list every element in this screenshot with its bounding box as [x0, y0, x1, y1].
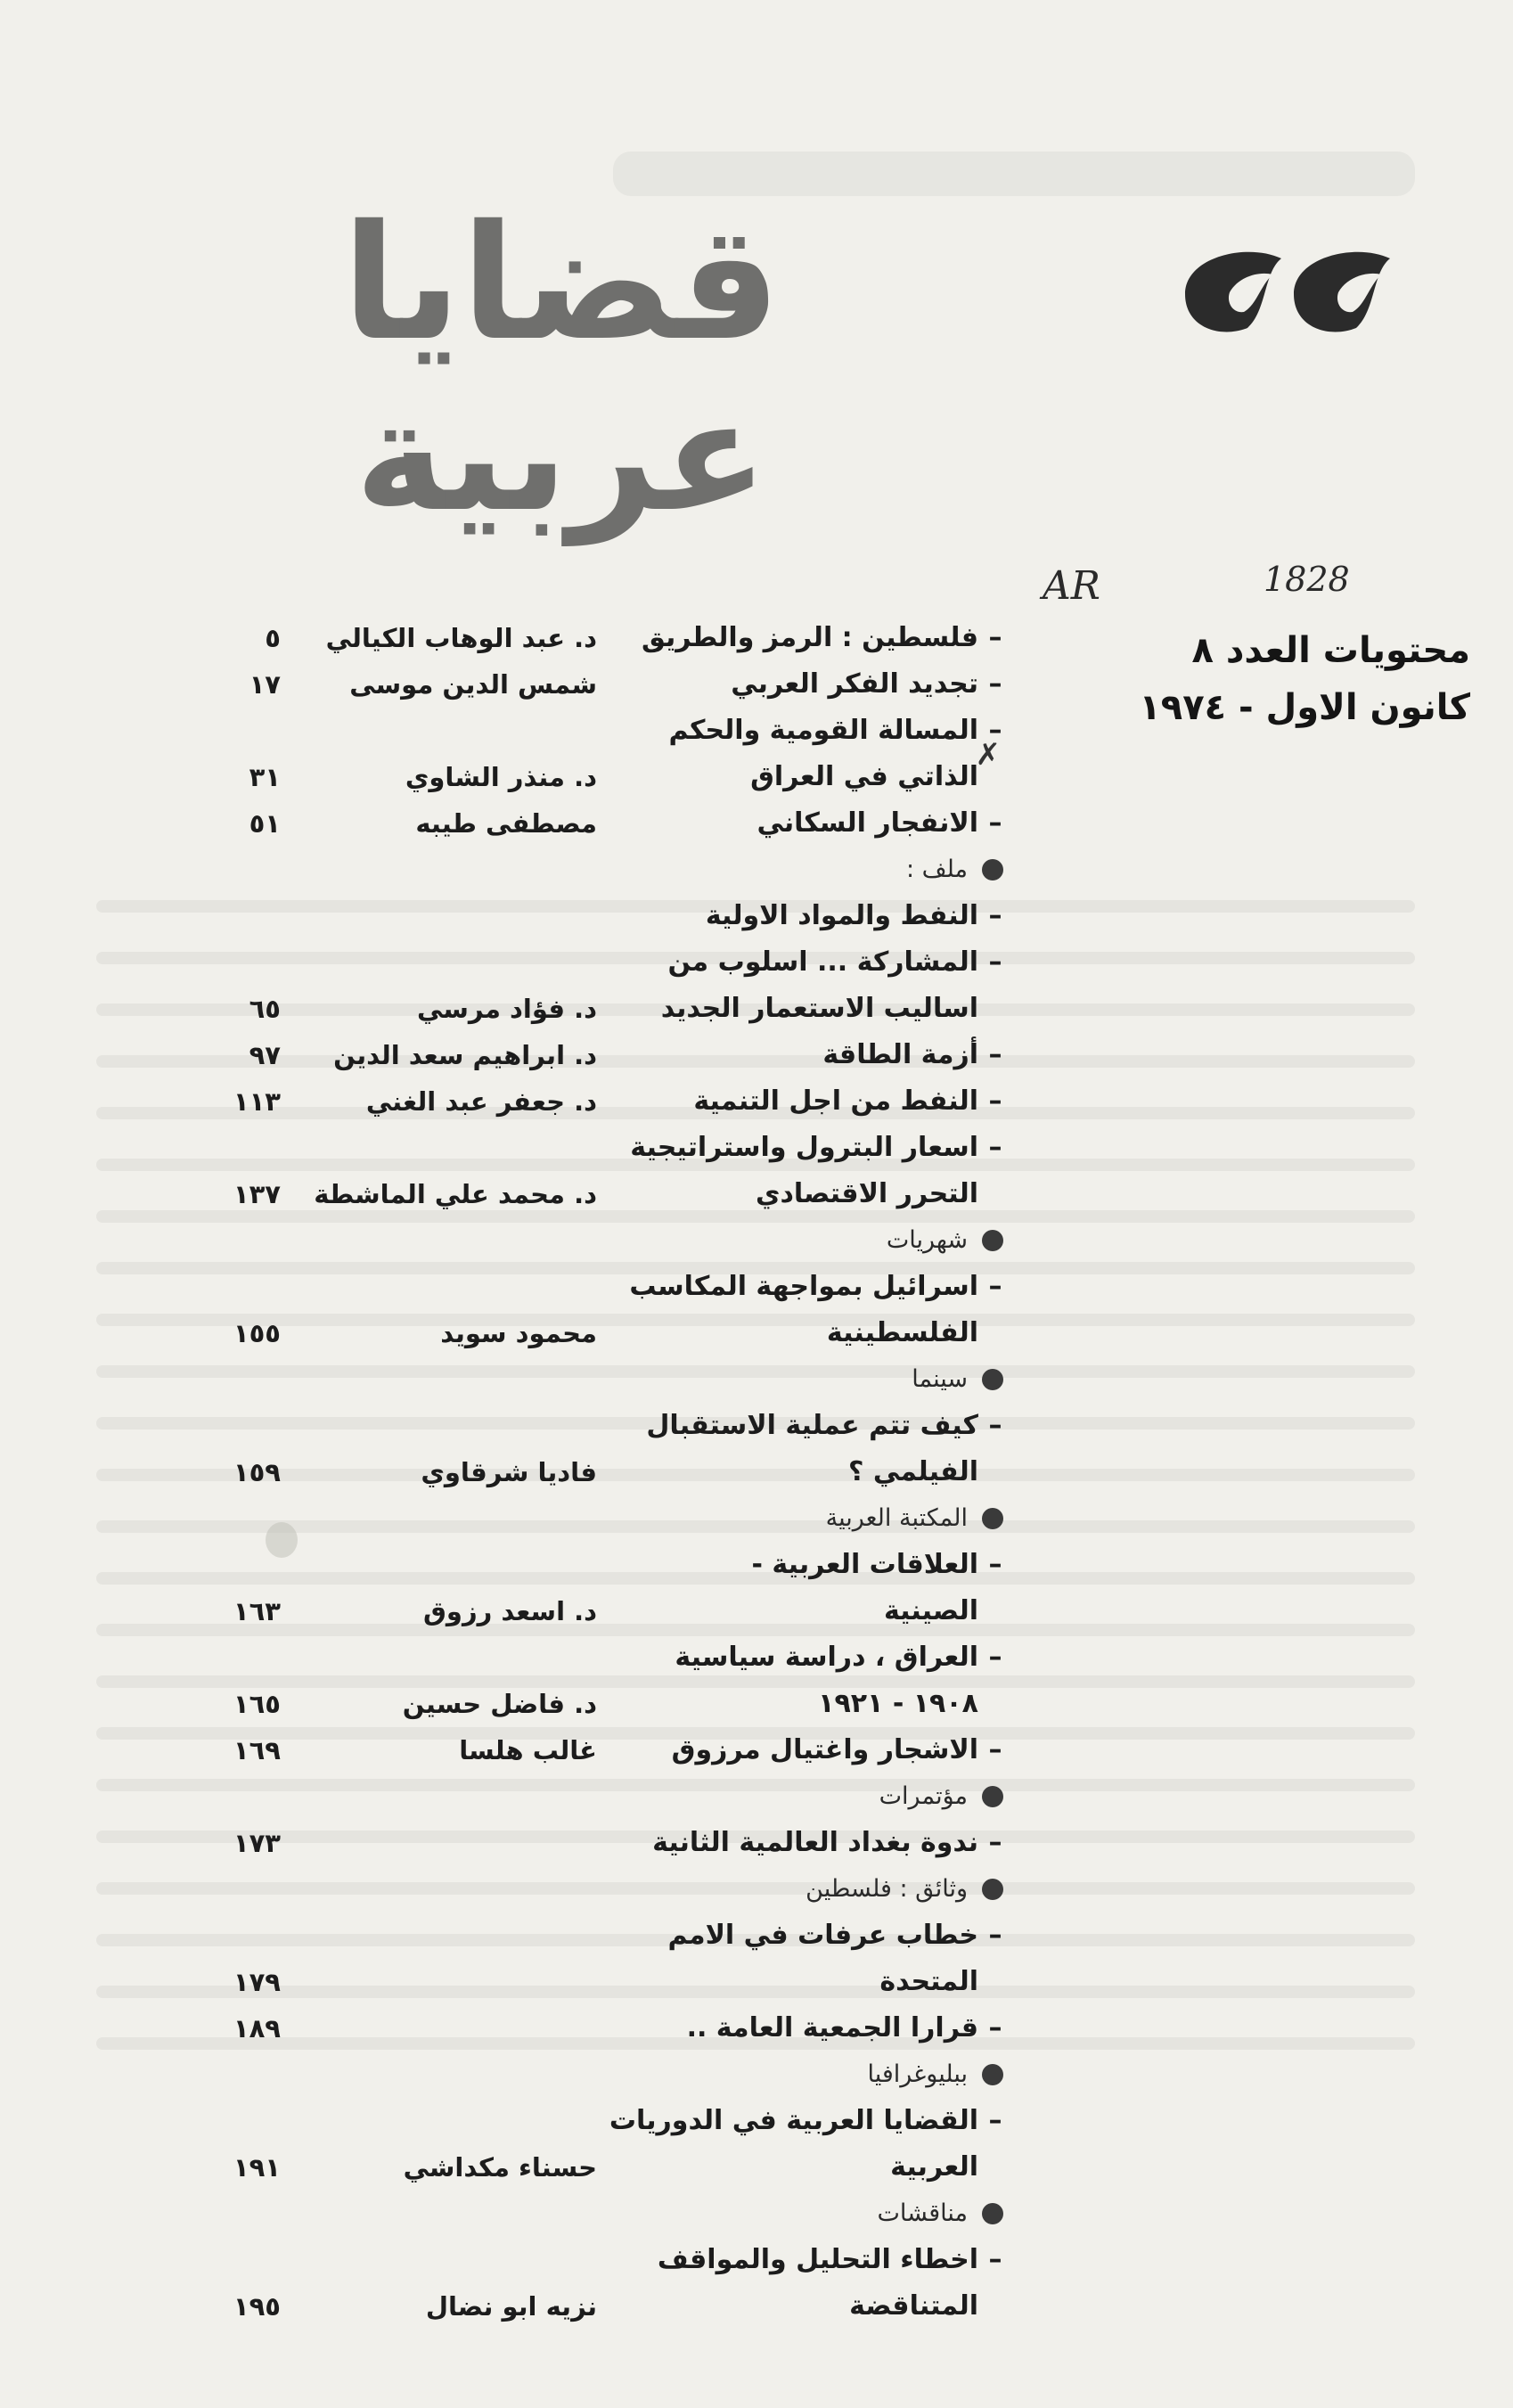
article-title: العراق ، دراسة سياسية — [675, 1642, 978, 1673]
toc-entry — [0, 1171, 1513, 1217]
article-title: التحرر الاقتصادي — [755, 1178, 978, 1209]
section-label: مناقشات — [877, 2199, 968, 2227]
page-number: ٩٧ — [249, 1040, 281, 1070]
entry-dash: – — [988, 1734, 1002, 1765]
toc-entry — [0, 1032, 1513, 1078]
article-title: اخطاء التحليل والمواقف — [657, 2244, 978, 2275]
entry-dash: – — [988, 622, 1002, 653]
article-author: د. فؤاد مرسي — [417, 994, 597, 1024]
toc-entry — [0, 1310, 1513, 1356]
table-of-contents — [0, 615, 1513, 2362]
issue-date: كانون الاول - ١٩٧٤ — [1139, 687, 1470, 728]
toc-entry — [0, 2144, 1513, 2191]
article-author: نزيه ابو نضال — [425, 2291, 597, 2322]
entry-dash: – — [988, 668, 1002, 700]
entry-dash: – — [988, 1920, 1002, 1951]
page-number: ١١٣ — [233, 1086, 281, 1117]
toc-entry — [0, 615, 1513, 661]
page-number: ٣١ — [249, 762, 281, 792]
section-label: ملف : — [905, 856, 968, 883]
page-number: ١٥٩ — [233, 1457, 281, 1487]
page-number: ١٦٣ — [233, 1596, 281, 1626]
article-author: حسناء مكداشي — [403, 2152, 597, 2183]
toc-entry — [0, 2098, 1513, 2144]
toc-section-heading — [0, 847, 1513, 893]
toc-section-heading — [0, 1217, 1513, 1264]
article-author: مصطفى طيبه — [415, 808, 597, 839]
article-title: العلاقات العربية - — [751, 1549, 978, 1580]
toc-section-heading — [0, 2052, 1513, 2098]
toc-entry — [0, 661, 1513, 708]
double-teardrop-logo-icon — [1167, 239, 1408, 349]
entry-dash: – — [988, 1642, 1002, 1673]
toc-entry — [0, 2237, 1513, 2283]
page-number: ١٧٣ — [233, 1828, 281, 1858]
article-title: الصينية — [883, 1595, 978, 1626]
article-title: اساليب الاستعمار الجديد — [660, 993, 978, 1024]
article-title: النفط والمواد الاولية — [705, 900, 978, 931]
entry-dash: – — [988, 946, 1002, 978]
page-number: ١٩٥ — [233, 2291, 281, 2322]
article-author: فاديا شرقاوي — [421, 1457, 597, 1487]
section-bullet-icon — [982, 1786, 1003, 1807]
page-number: ١٨٩ — [233, 2013, 281, 2044]
toc-section-heading — [0, 2191, 1513, 2237]
article-title: كيف تتم عملية الاستقبال — [646, 1410, 978, 1441]
article-title: الاشجار واغتيال مرزوق — [671, 1734, 978, 1765]
masthead-line-1: قضايا — [341, 191, 781, 375]
toc-entry — [0, 1912, 1513, 1959]
entry-dash: – — [988, 2012, 1002, 2044]
entry-dash: – — [988, 1549, 1002, 1580]
toc-entry — [0, 1078, 1513, 1125]
entry-dash: – — [988, 2244, 1002, 2275]
toc-entry — [0, 1449, 1513, 1495]
section-label: المكتبة العربية — [825, 1504, 968, 1532]
page-number: ١٦٥ — [233, 1689, 281, 1719]
toc-entry — [0, 2283, 1513, 2330]
page-number: ١٥٥ — [233, 1318, 281, 1348]
article-author: محمود سويد — [440, 1318, 597, 1348]
magazine-masthead — [196, 191, 927, 545]
page-number: ١٩١ — [233, 2152, 281, 2183]
entry-dash: – — [988, 1410, 1002, 1441]
pen-mark-icon: ✗ — [975, 737, 1001, 773]
toc-entry — [0, 1634, 1513, 1681]
entry-dash: – — [988, 1827, 1002, 1858]
toc-section-heading — [0, 1866, 1513, 1912]
page-number: ١٧٩ — [233, 1967, 281, 1997]
article-title: الذاتي في العراق — [750, 761, 978, 792]
article-author: شمس الدين موسى — [349, 669, 597, 700]
article-title: المتناقضة — [849, 2290, 978, 2322]
toc-section-heading — [0, 1773, 1513, 1820]
article-title: النفط من اجل التنمية — [693, 1085, 978, 1117]
toc-entry — [0, 939, 1513, 986]
toc-entry — [0, 754, 1513, 800]
article-title: أزمة الطاقة — [822, 1039, 978, 1070]
article-title: ١٩٠٨ - ١٩٢١ — [818, 1688, 978, 1719]
page-number: ٥ — [265, 623, 281, 653]
section-bullet-icon — [982, 1230, 1003, 1251]
masthead-line-2: عربية — [355, 365, 768, 545]
article-author: د. فاضل حسين — [402, 1689, 597, 1719]
article-title: اسرائيل بمواجهة المكاسب — [629, 1271, 978, 1302]
issue-number: محتويات العدد ٨ — [1191, 630, 1470, 671]
article-title: المتحدة — [879, 1966, 978, 1997]
article-author: د. منذر الشاوي — [405, 762, 597, 792]
page-number: ١٦٩ — [233, 1735, 281, 1765]
toc-entry — [0, 986, 1513, 1032]
toc-entry — [0, 893, 1513, 939]
handwritten-note: AR — [1043, 563, 1100, 609]
entry-dash: – — [988, 1039, 1002, 1070]
article-author: د. ابراهيم سعد الدين — [333, 1040, 597, 1070]
section-label: وثائق : فلسطين — [806, 1875, 968, 1903]
article-author: د. جعفر عبد الغني — [365, 1086, 597, 1117]
article-title: العربية — [890, 2151, 978, 2183]
article-title: الفيلمي ؟ — [848, 1456, 978, 1487]
article-author: غالب هلسا — [459, 1735, 597, 1765]
toc-entry — [0, 1727, 1513, 1773]
article-title: فلسطين : الرمز والطريق — [641, 622, 978, 653]
article-title: خطاب عرفات في الامم — [667, 1920, 978, 1951]
section-label: ببليوغرافيا — [867, 2060, 968, 2088]
toc-entry — [0, 1403, 1513, 1449]
toc-entry — [0, 1820, 1513, 1866]
article-title: المسالة القومية والحكم — [668, 715, 978, 746]
toc-entry — [0, 1681, 1513, 1727]
toc-entry — [0, 1264, 1513, 1310]
handwritten-code: 1828 — [1264, 560, 1350, 599]
section-bullet-icon — [982, 859, 1003, 880]
article-title: تجديد الفكر العربي — [731, 668, 978, 700]
entry-dash: – — [988, 900, 1002, 931]
toc-entry — [0, 1125, 1513, 1171]
toc-entry — [0, 2005, 1513, 2052]
section-label: شهريات — [886, 1226, 968, 1254]
article-title: القضايا العربية في الدوريات — [609, 2105, 978, 2136]
page-number: ١٧ — [249, 669, 281, 700]
entry-dash: – — [988, 715, 1002, 746]
toc-section-heading — [0, 1495, 1513, 1542]
section-bullet-icon — [982, 1879, 1003, 1900]
article-author: د. اسعد رزوق — [422, 1596, 597, 1626]
entry-dash: – — [988, 807, 1002, 839]
section-label: مؤتمرات — [879, 1782, 968, 1810]
article-author: د. محمد علي الماشطة — [314, 1179, 597, 1209]
entry-dash: – — [988, 2105, 1002, 2136]
entry-dash: – — [988, 1085, 1002, 1117]
toc-entry — [0, 1959, 1513, 2005]
toc-section-heading — [0, 1356, 1513, 1403]
article-title: ندوة بغداد العالمية الثانية — [652, 1827, 978, 1858]
article-title: المشاركة ... اسلوب من — [667, 946, 978, 978]
section-bullet-icon — [982, 1508, 1003, 1529]
article-title: قرارا الجمعية العامة .. — [686, 2012, 978, 2044]
toc-entry — [0, 800, 1513, 847]
article-author: د. عبد الوهاب الكيالي — [325, 623, 597, 653]
toc-entry — [0, 708, 1513, 754]
toc-entry — [0, 1588, 1513, 1634]
page-number: ٦٥ — [249, 994, 281, 1024]
toc-entry — [0, 1542, 1513, 1588]
article-title: الفلسطينية — [826, 1317, 978, 1348]
page-number: ١٣٧ — [233, 1179, 281, 1209]
entry-dash: – — [988, 1132, 1002, 1163]
section-label: سينما — [912, 1365, 968, 1393]
page-number: ٥١ — [249, 808, 281, 839]
article-title: اسعار البترول واستراتيجية — [630, 1132, 978, 1163]
section-bullet-icon — [982, 2203, 1003, 2224]
section-bullet-icon — [982, 2064, 1003, 2085]
article-title: الانفجار السكاني — [756, 807, 978, 839]
section-bullet-icon — [982, 1369, 1003, 1390]
entry-dash: – — [988, 1271, 1002, 1302]
